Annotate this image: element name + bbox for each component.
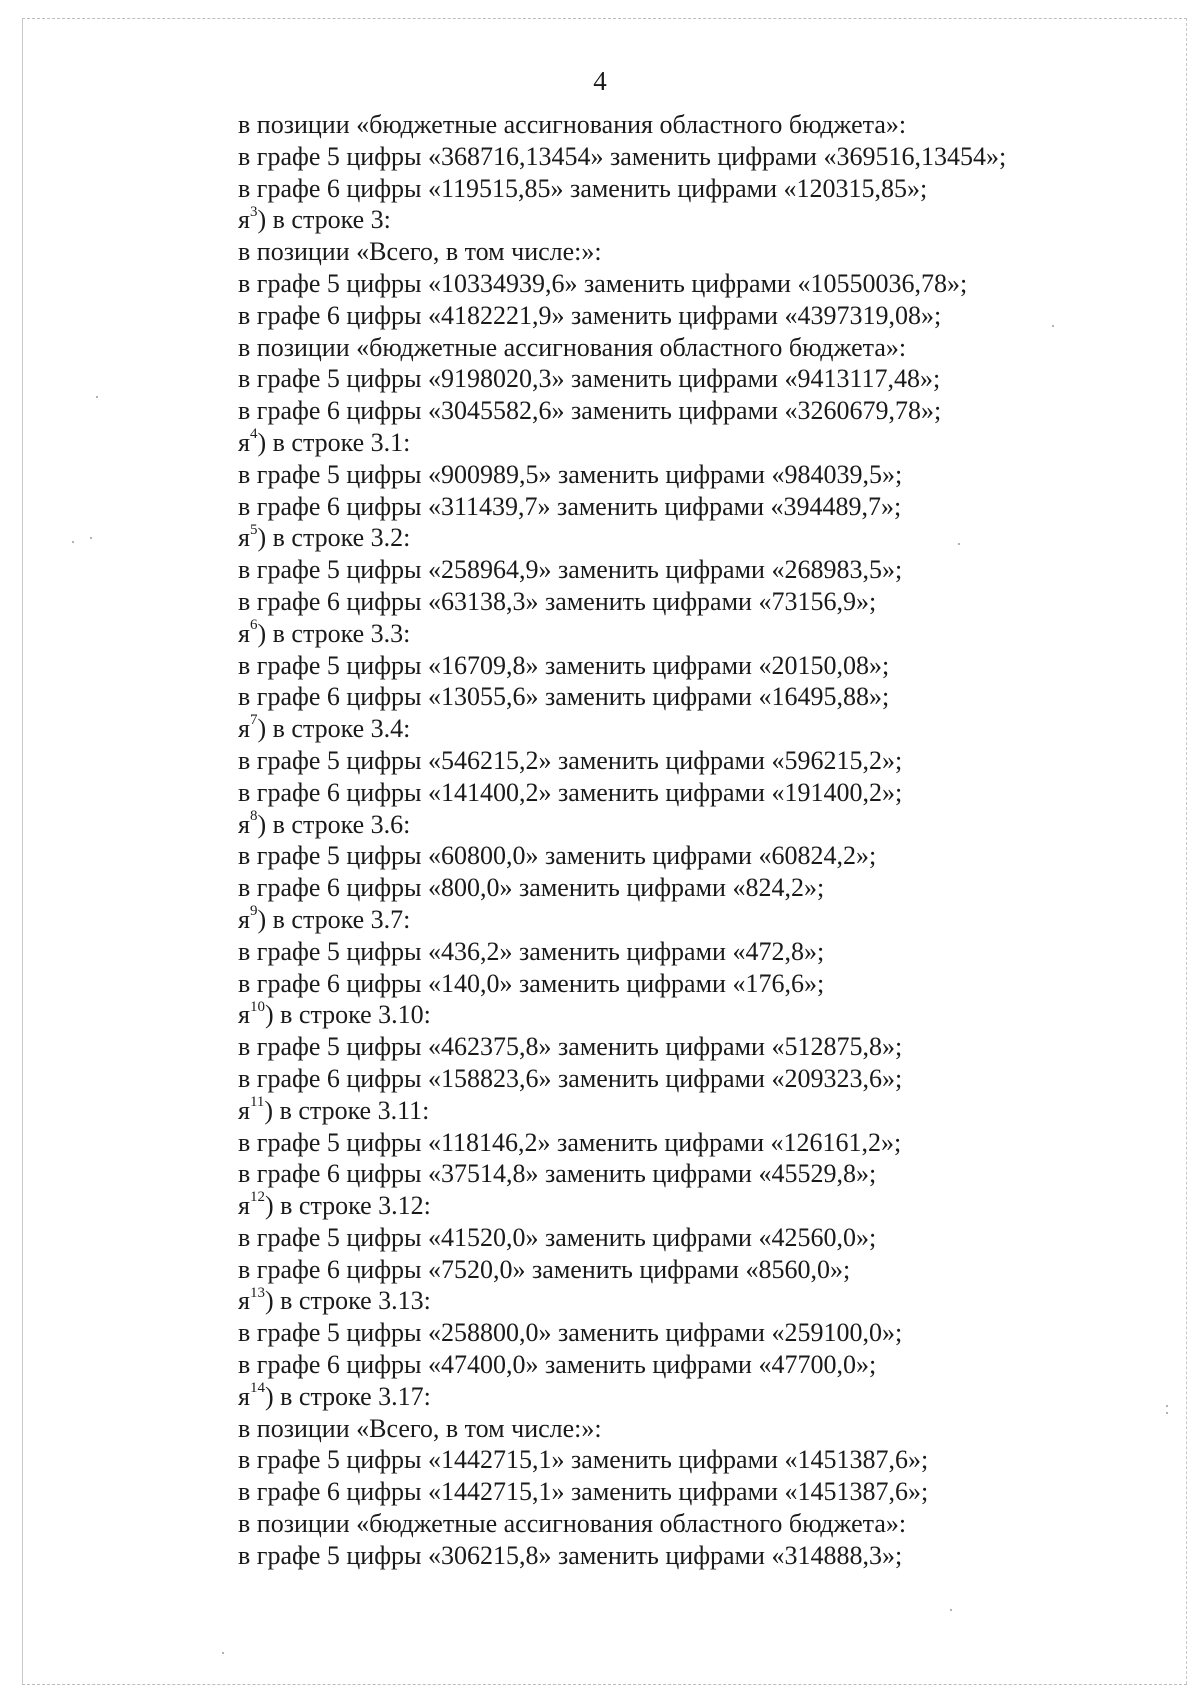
scan-edge-top: [22, 18, 1187, 19]
line-text: ) в строке 3.13:: [264, 1286, 431, 1316]
list-marker: я: [238, 1000, 250, 1030]
text-line: [238, 1540, 1138, 1572]
scan-speck: [950, 1609, 952, 1611]
text-line: [238, 1158, 1138, 1190]
line-text: в графе 6 цифры «7520,0» заменить цифрами «8560,0»;: [238, 1254, 851, 1284]
line-text: в позиции «Всего, в том числе:»:: [238, 237, 602, 267]
list-marker: я: [238, 1286, 250, 1316]
list-marker-superscript: 14: [249, 1380, 265, 1397]
scan-edge-right: [1186, 18, 1187, 1684]
text-line: [238, 1349, 1138, 1381]
text-line: [238, 681, 1138, 713]
text-line: [238, 363, 1138, 395]
text-line: [238, 650, 1138, 682]
text-line: [238, 109, 1138, 141]
list-marker-superscript: 10: [249, 998, 265, 1015]
line-text: в графе 5 цифры «16709,8» заменить цифрами «20150,08»;: [238, 650, 890, 680]
text-line: [238, 1063, 1138, 1095]
line-text: в графе 6 цифры «37514,8» заменить цифрами «45529,8»;: [238, 1159, 877, 1189]
line-text: в графе 6 цифры «141400,2» заменить цифрами «191400,2»;: [238, 777, 903, 807]
text-line: [238, 554, 1138, 586]
line-text: в графе 5 цифры «368716,13454» заменить цифрами «369516,13454»;: [238, 141, 1007, 171]
line-text: в графе 6 цифры «140,0» заменить цифрами «176,6»;: [238, 968, 825, 998]
line-text: в графе 6 цифры «311439,7» заменить цифрами «394489,7»;: [238, 491, 902, 521]
list-marker: я: [238, 1381, 250, 1411]
list-marker-superscript: 3: [249, 203, 258, 220]
line-text: ) в строке 3.12:: [264, 1191, 431, 1221]
list-marker: я: [238, 1095, 250, 1125]
line-text: в графе 5 цифры «118146,2» заменить цифрами «126161,2»;: [238, 1127, 902, 1157]
text-line: [238, 872, 1138, 904]
line-text: ) в строке 3.7:: [257, 904, 411, 934]
text-line: [238, 236, 1138, 268]
list-marker-superscript: 13: [249, 1284, 265, 1301]
list-marker-superscript: 4: [249, 426, 258, 443]
line-text: ) в строке 3.10:: [264, 1000, 431, 1030]
text-line: [238, 745, 1138, 777]
line-text: в графе 6 цифры «47400,0» заменить цифрами «47700,0»;: [238, 1350, 877, 1380]
text-line: [238, 1413, 1138, 1445]
list-marker-superscript: 12: [249, 1189, 265, 1206]
scan-edge-bottom: [22, 1684, 1187, 1685]
line-text: ) в строке 3.1:: [257, 427, 411, 457]
line-text: в графе 5 цифры «60800,0» заменить цифрами «60824,2»;: [238, 841, 877, 871]
line-text: в графе 5 цифры «546215,2» заменить цифрами «596215,2»;: [238, 745, 903, 775]
list-item-heading: [238, 1381, 1138, 1413]
text-line: [238, 300, 1138, 332]
list-item-heading: [238, 522, 1138, 554]
line-text: в графе 6 цифры «800,0» заменить цифрами «824,2»;: [238, 873, 825, 903]
line-text: в графе 5 цифры «258800,0» заменить цифрами «259100,0»;: [238, 1318, 903, 1348]
line-text: ) в строке 3.3:: [257, 618, 411, 648]
line-text: в позиции «бюджетные ассигнования областного бюджета»:: [238, 110, 907, 139]
line-text: в графе 6 цифры «3045582,6» заменить цифрами «3260679,78»;: [238, 396, 942, 426]
line-text: в графе 5 цифры «41520,0» заменить цифрами «42560,0»;: [238, 1222, 877, 1252]
list-item-heading: [238, 809, 1138, 841]
list-marker-superscript: 5: [249, 521, 258, 538]
text-line: [238, 1317, 1138, 1349]
line-text: в позиции «бюджетные ассигнования областного бюджета»:: [238, 1509, 907, 1539]
text-line: [238, 1031, 1138, 1063]
list-item-heading: [238, 1285, 1138, 1317]
line-text: в графе 5 цифры «1442715,1» заменить цифрами «1451387,6»;: [238, 1445, 929, 1475]
list-item-heading: [238, 1095, 1138, 1127]
line-text: в графе 6 цифры «158823,6» заменить цифрами «209323,6»;: [238, 1063, 903, 1093]
text-line: [238, 459, 1138, 491]
line-text: в графе 5 цифры «900989,5» заменить цифрами «984039,5»;: [238, 459, 903, 489]
text-line: [238, 173, 1138, 205]
text-line: [238, 840, 1138, 872]
line-text: в графе 6 цифры «4182221,9» заменить цифрами «4397319,08»;: [238, 300, 942, 330]
text-line: [238, 1444, 1138, 1476]
line-text: в графе 5 цифры «436,2» заменить цифрами «472,8»;: [238, 936, 825, 966]
list-marker-superscript: 11: [249, 1094, 265, 1111]
line-text: в графе 5 цифры «10334939,6» заменить цифрами «10550036,78»;: [238, 268, 968, 298]
line-text: ) в строке 3:: [257, 205, 391, 235]
text-line: [238, 586, 1138, 618]
list-marker-superscript: 6: [249, 617, 258, 634]
text-line: [238, 491, 1138, 523]
text-line: [238, 936, 1138, 968]
list-marker-superscript: 8: [249, 807, 258, 824]
list-item-heading: [238, 427, 1138, 459]
line-text: ) в строке 3.4:: [257, 714, 411, 744]
text-line: [238, 141, 1138, 173]
scan-speck: [1166, 1412, 1168, 1414]
line-text: ) в строке 3.2:: [257, 523, 411, 553]
line-text: в позиции «Всего, в том числе:»:: [238, 1413, 602, 1443]
text-line: [238, 268, 1138, 300]
scan-speck: [72, 541, 74, 543]
list-item-heading: [238, 713, 1138, 745]
text-line: [238, 1476, 1138, 1508]
scan-speck: [90, 537, 92, 539]
line-text: в графе 6 цифры «1442715,1» заменить цифрами «1451387,6»;: [238, 1477, 929, 1507]
list-marker: я: [238, 809, 250, 839]
scan-speck: [96, 396, 98, 398]
document-body: [238, 109, 1138, 1572]
page-number: 4: [593, 66, 607, 96]
text-line: [238, 1222, 1138, 1254]
list-marker: я: [238, 1191, 250, 1221]
text-line: [238, 395, 1138, 427]
list-marker: я: [238, 618, 250, 648]
list-marker: я: [238, 205, 250, 235]
text-line: [238, 968, 1138, 1000]
line-text: в графе 6 цифры «13055,6» заменить цифрами «16495,88»;: [238, 682, 890, 712]
list-item-heading: [238, 999, 1138, 1031]
text-line: [238, 1127, 1138, 1159]
line-text: в графе 5 цифры «9198020,3» заменить цифрами «9413117,48»;: [238, 364, 941, 394]
line-text: в графе 5 цифры «306215,8» заменить цифрами «314888,3»;: [238, 1540, 903, 1570]
line-text: ) в строке 3.11:: [264, 1095, 430, 1125]
list-marker: я: [238, 523, 250, 553]
list-marker: я: [238, 714, 250, 744]
line-text: в графе 6 цифры «119515,85» заменить цифрами «120315,85»;: [238, 173, 928, 203]
list-marker-superscript: 9: [249, 903, 258, 920]
line-text: ) в строке 3.6:: [257, 809, 411, 839]
scan-speck: [1166, 1405, 1168, 1407]
line-text: ) в строке 3.17:: [264, 1381, 431, 1411]
text-line: [238, 1254, 1138, 1286]
list-marker: я: [238, 427, 250, 457]
scan-speck: [222, 1652, 224, 1654]
line-text: в графе 5 цифры «258964,9» заменить цифрами «268983,5»;: [238, 555, 903, 585]
list-item-heading: [238, 1190, 1138, 1222]
list-item-heading: [238, 904, 1138, 936]
line-text: в позиции «бюджетные ассигнования областного бюджета»:: [238, 332, 907, 362]
scan-edge-left: [22, 18, 23, 1684]
text-line: [238, 777, 1138, 809]
list-marker: я: [238, 904, 250, 934]
line-text: в графе 5 цифры «462375,8» заменить цифрами «512875,8»;: [238, 1032, 903, 1062]
list-marker-superscript: 7: [249, 712, 258, 729]
list-item-heading: [238, 204, 1138, 236]
text-line: [238, 332, 1138, 364]
line-text: в графе 6 цифры «63138,3» заменить цифрами «73156,9»;: [238, 586, 877, 616]
text-line: [238, 1508, 1138, 1540]
list-item-heading: [238, 618, 1138, 650]
